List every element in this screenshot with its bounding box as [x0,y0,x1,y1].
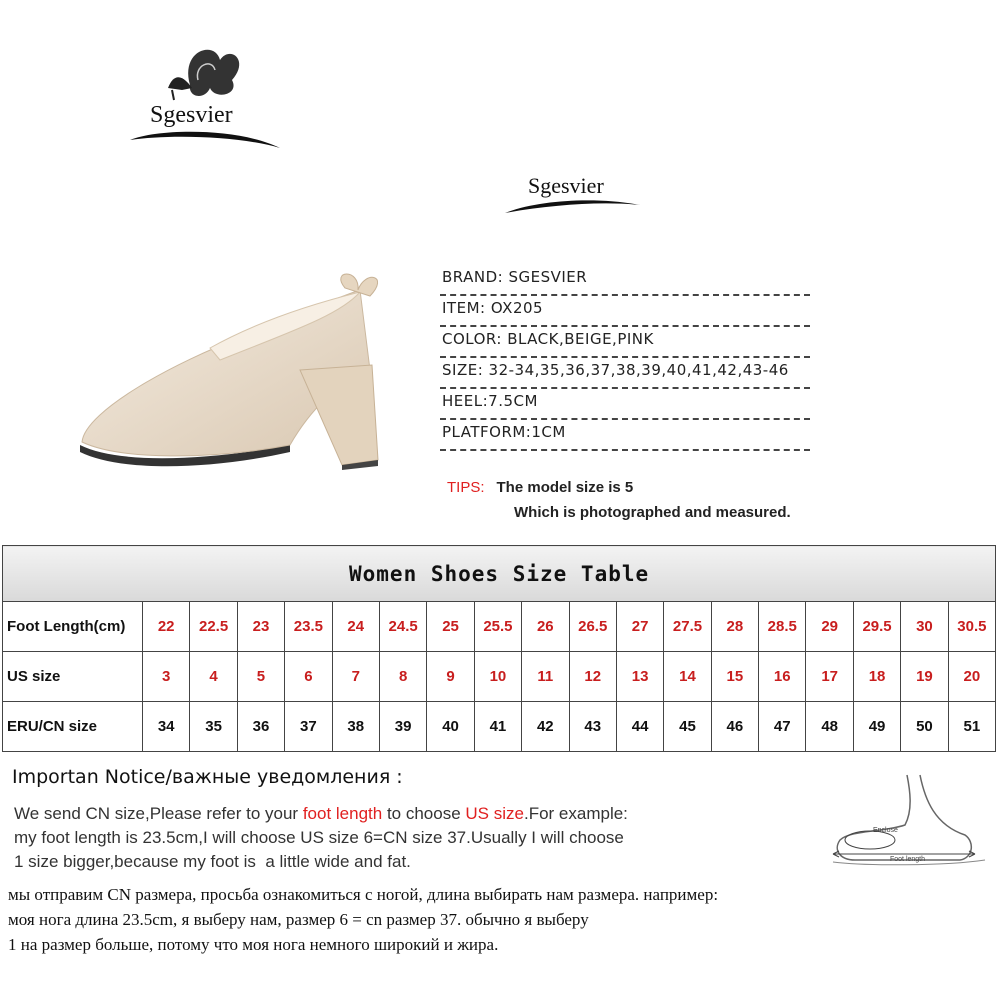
notice-title: Importan Notice/важные уведомления : [12,766,403,788]
table-cell: 30 [901,602,948,652]
spec-platform: PLATFORM:1CM [440,420,810,451]
notice-text: We send CN size,Please refer to your [14,804,303,823]
table-row-foot-length [3,602,996,652]
table-cell: 20 [948,652,996,702]
table-cell: 22.5 [190,602,237,652]
table-cell: 14 [664,652,711,702]
table-cell: 46 [711,702,758,752]
notice-text: to choose [382,804,466,823]
table-cell: 25.5 [474,602,521,652]
size-table [2,545,996,752]
shoe-image [60,260,410,490]
spec-color: COLOR: BLACK,BEIGE,PINK [440,327,810,358]
table-cell: 45 [664,702,711,752]
table-cell: 25 [427,602,474,652]
secondary-brand-name: Sgesvier [528,173,604,198]
table-cell: 30.5 [948,602,996,652]
notice-en-line3: 1 size bigger,because my foot is a little wide and fat. [14,852,411,871]
table-cell: 24.5 [379,602,426,652]
notice-english [14,802,628,874]
notice-ru-line2: моя нога длина 23.5cm, я выберу нам, размер 6 = cn размер 37. обычно я выберу [8,910,589,929]
foot-length-label: Foot length [890,856,926,863]
table-cell: 16 [759,652,806,702]
table-cell: 10 [474,652,521,702]
table-cell: 36 [237,702,284,752]
table-cell: 37 [285,702,332,752]
spec-heel: HEEL:7.5CM [440,389,810,420]
table-cell: 5 [237,652,284,702]
notice-en-line1 [14,802,628,826]
table-cell: 26.5 [569,602,616,652]
highlight-foot-length: foot length [302,804,383,823]
table-cell: 9 [427,652,474,702]
table-cell: 22 [143,602,190,652]
table-cell: 18 [853,652,900,702]
table-cell: 17 [806,652,853,702]
table-cell: 50 [901,702,948,752]
table-cell: 28.5 [759,602,806,652]
brand-name: Sgesvier [150,102,233,128]
table-cell: 8 [379,652,426,702]
spec-size: SIZE: 32-34,35,36,37,38,39,40,41,42,43-46 [440,358,810,389]
tips-line2: Which is photographed and measured. [514,504,791,521]
foot-diagram [825,770,990,875]
table-cell: 26 [522,602,569,652]
brand-logo [120,40,290,160]
notice-russian [8,882,718,957]
spec-item: ITEM: OX205 [440,296,810,327]
notice-text: .For example: [523,804,628,823]
table-row-us-size [3,652,996,702]
table-cell: 42 [522,702,569,752]
secondary-logo [500,165,650,225]
table-cell: 7 [332,652,379,702]
table-cell: 19 [901,652,948,702]
notice-ru-line3: 1 на размер больше, потому что моя нога немного широкий и жира. [8,935,499,954]
table-cell: 3 [143,652,190,702]
table-cell: 15 [711,652,758,702]
table-cell: 40 [427,702,474,752]
notice-en-line2: my foot length is 23.5cm,I will choose US size 6=CN size 37.Usually I will choose [14,828,624,847]
tips-label: TIPS: [447,479,485,496]
table-cell: 38 [332,702,379,752]
table-row-eu-cn-size [3,702,996,752]
table-cell: 6 [285,652,332,702]
size-table-title: Women Shoes Size Table [3,546,996,602]
row-label: ERU/CN size [3,702,143,752]
table-cell: 27.5 [664,602,711,652]
table-cell: 11 [522,652,569,702]
table-cell: 47 [759,702,806,752]
highlight-us-size: US size [465,804,524,823]
notice-ru-line1: мы отправим CN размера, просьба ознакомиться с ногой, длина выбирать нам размера. например: [8,885,719,904]
table-cell: 24 [332,602,379,652]
table-cell: 48 [806,702,853,752]
table-cell: 23.5 [285,602,332,652]
table-cell: 12 [569,652,616,702]
table-cell: 44 [616,702,663,752]
enclose-label: Enclose [873,827,898,834]
table-cell: 51 [948,702,996,752]
tips-line1: The model size is 5 [496,479,634,496]
spec-list [440,265,810,451]
table-cell: 13 [616,652,663,702]
table-cell: 43 [569,702,616,752]
row-label: Foot Length(cm) [3,602,143,652]
table-cell: 27 [616,602,663,652]
table-cell: 34 [143,702,190,752]
table-cell: 35 [190,702,237,752]
table-cell: 49 [853,702,900,752]
table-cell: 23 [237,602,284,652]
table-cell: 29 [806,602,853,652]
table-cell: 39 [379,702,426,752]
row-label: US size [3,652,143,702]
table-cell: 4 [190,652,237,702]
spec-brand: BRAND: SGESVIER [440,265,810,296]
table-cell: 29.5 [853,602,900,652]
table-cell: 28 [711,602,758,652]
tips [447,479,633,496]
table-cell: 41 [474,702,521,752]
